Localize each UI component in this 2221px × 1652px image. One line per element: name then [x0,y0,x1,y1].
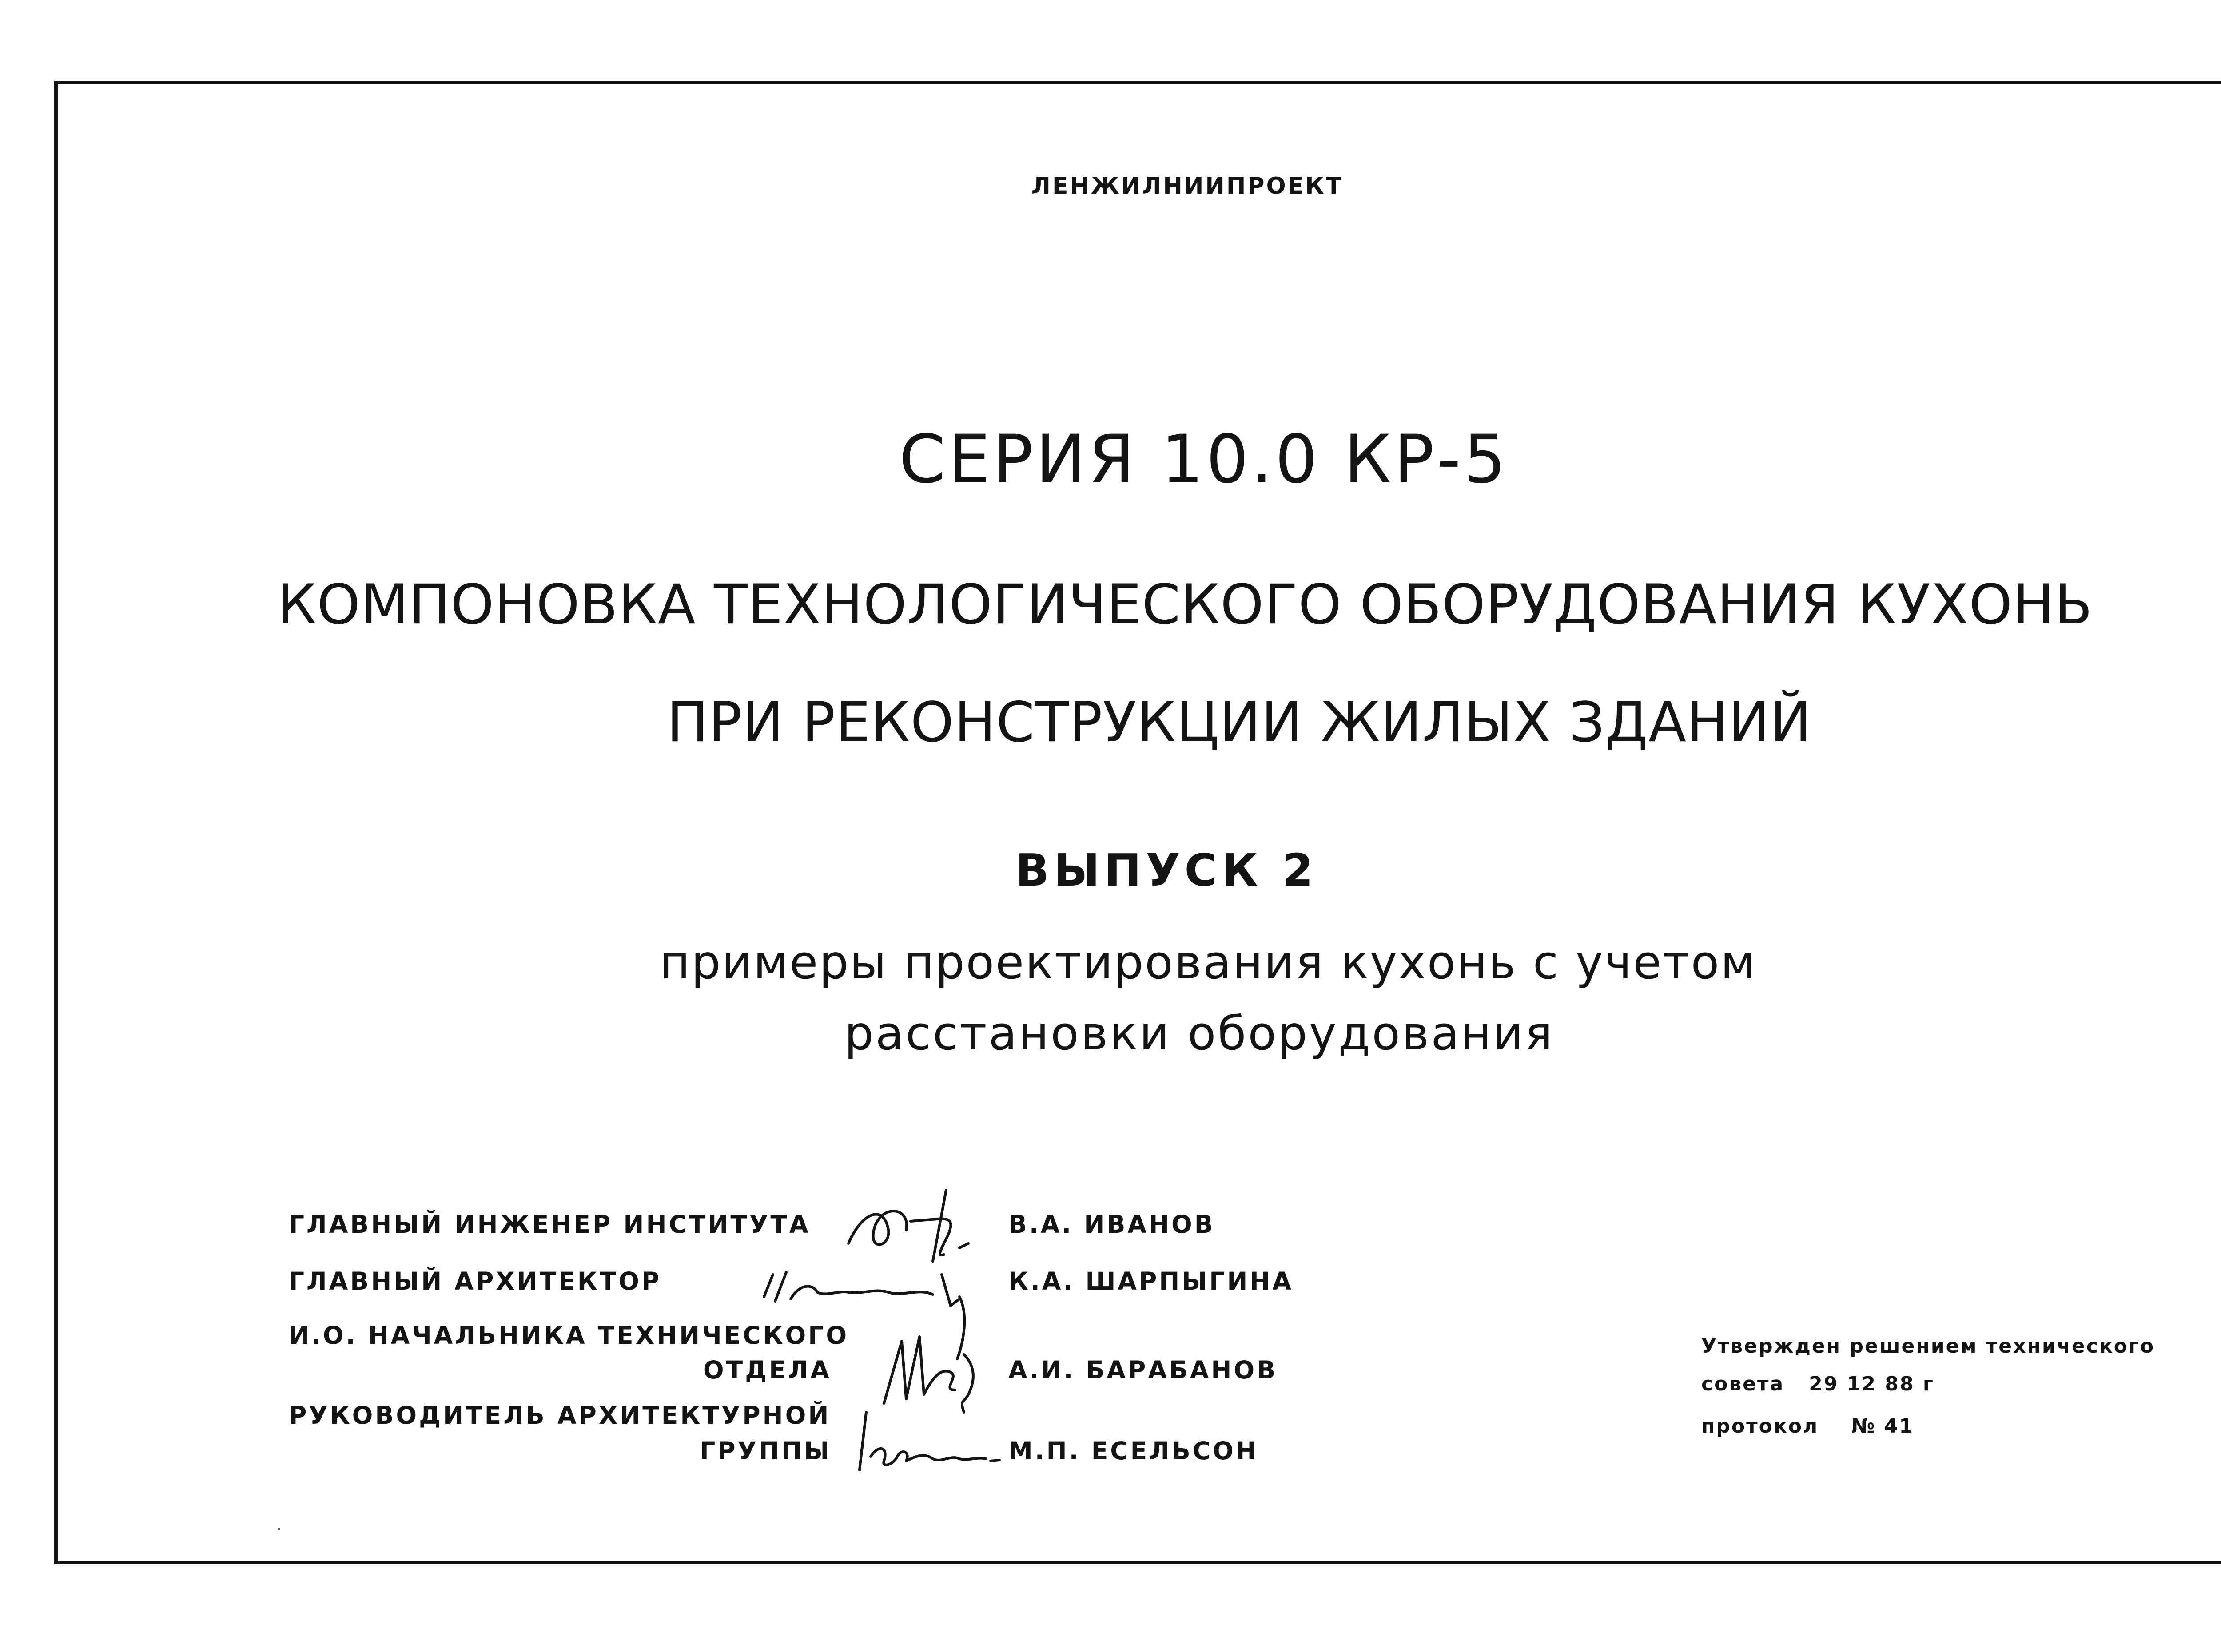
signatory-role-chief-engineer: ГЛАВНЫЙ ИНЖЕНЕР ИНСТИТУТА [289,1210,811,1239]
signature-arch-group [853,1403,1004,1479]
approval-protocol-number: № 41 [1851,1415,1914,1438]
approval-council-label: совета [1701,1373,1785,1395]
subtitle-line-2: расстановки оборудования [844,1006,1555,1060]
signatory-role-arch-group-line-2: ГРУППЫ [700,1437,832,1465]
signatory-name-tech-dept: А.И. БАРАБАНОВ [1008,1356,1278,1384]
series-title: СЕРИЯ 10.0 КР-5 [899,421,1509,498]
approval-line-2 [1701,1374,1934,1394]
document-title-line-1: КОМПОНОВКА ТЕХНОЛОГИЧЕСКОГО ОБОРУДОВАНИЯ КУХОНЬ [277,573,2093,637]
approval-protocol-label: протокол [1701,1415,1819,1438]
signatory-role-tech-dept-line-2: ОТДЕЛА [703,1356,832,1384]
signatory-role-tech-dept-line-1: И.О. НАЧАЛЬНИКА ТЕХНИЧЕСКОГО [289,1321,849,1350]
issue-number: ВЫПУСК 2 [1015,844,1318,896]
subtitle-line-1: примеры проектирования кухонь с учетом [660,935,1757,989]
signatory-role-arch-group-line-1: РУКОВОДИТЕЛЬ АРХИТЕКТУРНОЙ [289,1401,831,1430]
organization-name: ЛЕНЖИЛНИИПРОЕКТ [1031,173,1344,199]
approval-line-1: Утвержден решением технического [1701,1335,2155,1358]
signatory-name-chief-engineer: В.А. ИВАНОВ [1008,1210,1215,1239]
approval-date: 29 12 88 г [1809,1373,1934,1395]
signature-chief-engineer [835,1177,1004,1266]
signatory-name-chief-architect: К.А. ШАРПЫГИНА [1008,1267,1294,1295]
signatory-name-arch-group: М.П. ЕСЕЛЬСОН [1008,1437,1258,1465]
signatory-role-chief-architect: ГЛАВНЫЙ АРХИТЕКТОР [289,1267,662,1295]
signature-tech-dept [875,1288,991,1421]
stray-dot [278,1528,280,1530]
document-title-line-2: ПРИ РЕКОНСТРУКЦИИ ЖИЛЫХ ЗДАНИЙ [667,691,1812,755]
approval-line-3 [1701,1417,1914,1436]
